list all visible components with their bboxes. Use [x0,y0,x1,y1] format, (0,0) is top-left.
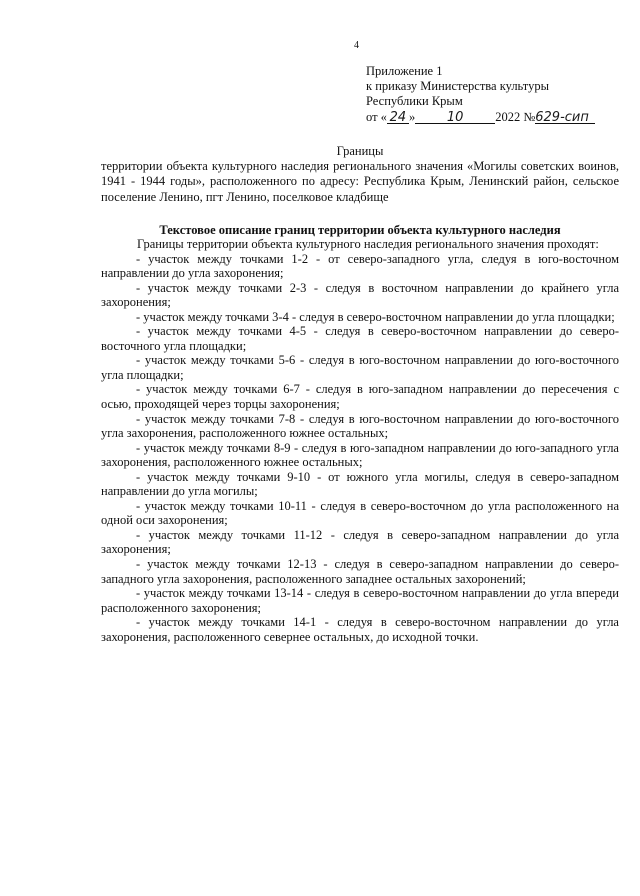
appendix-line-3: Республики Крым [366,94,463,109]
appendix-line-2: к приказу Министерства культуры [366,79,549,94]
boundary-item-4-5: - участок между точками 4-5 - следуя в северо-восточном направлении до северо-восточного угла площадки; [101,324,619,353]
appendix-line-1: Приложение 1 [366,64,443,78]
boundary-item-2-3: - участок между точками 2-3 - следуя в восточном направлении до крайнего угла захоронения; [101,280,619,310]
order-day-blank [387,109,409,125]
boundary-item-3-4: - участок между точками 3-4 - следуя в северо-восточном направлении до угла площадки; [136,309,615,324]
boundary-description [101,237,619,644]
title-heading: Границы [336,144,384,158]
order-month-blank [415,109,495,125]
order-month-handwritten: 10 [446,109,464,125]
title-description: территории объекта культурного наследия регионального значения «Могилы советских воинов, 1941 - 1944 годы», расположенного по адресу: Республика Крым, Ленинский район, сельское поселение Ленино, пгт Ленино, поселковое кладбище [101,159,619,204]
boundary-item-12-13: - участок между точками 12-13 - следуя в северо-западном направлении до северо-западного угла захоронения, расположенного западнее остальных захоронений; [101,557,619,586]
boundary-item-14-1: - участок между точками 14-1 - следуя в северо-восточном направлении до угла захоронения, расположенного севернее остальных, до исходной точки. [101,615,619,644]
order-from-label: от « [366,109,387,124]
document-title [101,144,619,205]
order-number-handwritten: 629-сип [535,109,589,125]
boundary-item-9-10: - участок между точками 9-10 - от южного угла могилы, следуя в северо-западном направлении до угла могилы; [101,469,619,499]
order-day-handwritten: 24 [389,109,407,125]
order-date-line [366,110,595,125]
boundary-item-7-8: - участок между точками 7-8 - следуя в юго-восточном направлении до юго-восточного угла захоронения, расположенного южнее остальных; [101,411,619,441]
page-number: 4 [354,40,359,51]
boundary-item-1-2: - участок между точками 1-2 - от северо-западного угла, следуя в юго-восточном направлении до угла захоронения; [101,251,619,281]
boundary-intro: Границы территории объекта культурного наследия регионального значения проходят: [137,237,599,251]
boundary-item-6-7: - участок между точками 6-7 - следуя в юго-западном направлении до пересечения с осью, проходящей через торцы захоронения; [101,382,619,412]
boundary-item-8-9: - участок между точками 8-9 - следуя в юго-западном направлении до юго-западного угла захоронения, расположенного южнее остальных; [101,440,619,470]
section-heading: Текстовое описание границ территории объекта культурного наследия [159,223,561,237]
appendix-header [366,64,595,125]
order-year-label: 2022 № [495,109,536,124]
boundary-item-10-11: - участок между точками 10-11 - следуя в северо-восточном до угла расположенного на одной оси захоронения; [101,498,619,528]
order-quote-close: » [408,109,416,124]
order-number-blank [535,109,595,125]
boundary-item-13-14: - участок между точками 13-14 - следуя в северо-восточном направлении до угла впереди расположенного захоронения; [101,586,619,615]
boundary-item-11-12: - участок между точками 11-12 - следуя в северо-западном направлении до угла захоронения; [101,527,619,557]
boundary-item-5-6: - участок между точками 5-6 - следуя в юго-восточном направлении до юго-восточного угла площадки; [101,353,619,382]
